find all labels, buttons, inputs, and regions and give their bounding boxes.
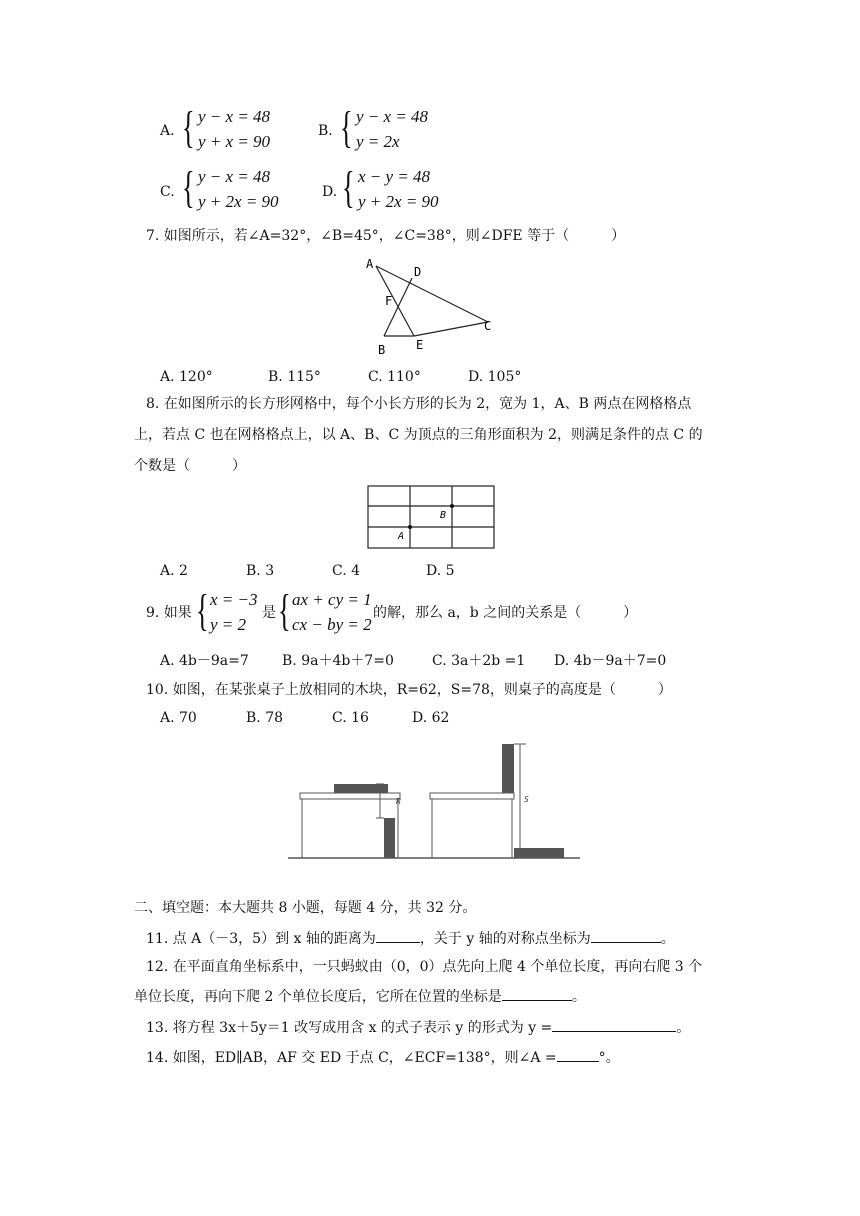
q7-label-a: A (366, 257, 374, 271)
q12-line1: 12. 在平面直角坐标系中，一只蚂蚁由（0，0）点先向上爬 4 个单位长度，再向右爬 3 个 (146, 959, 703, 975)
q9-sys1-eq2: y = 2 (210, 615, 247, 634)
q13-line (146, 1017, 690, 1038)
q10-option-a: A. 70 (160, 710, 197, 726)
q6-option-d-label: D. (322, 184, 338, 200)
q10-option-c: C. 16 (332, 710, 369, 726)
q10-option-b: B. 78 (246, 710, 284, 726)
q6-option-c-label: C. (160, 184, 175, 200)
q10-left-block-side (384, 818, 395, 858)
q7-label-c: C (484, 319, 492, 333)
q7-stem: 7. 如图所示，若∠A=32°，∠B=45°，∠C=38°，则∠DFE 等于（ ） (146, 228, 626, 244)
q10-table-figure (284, 738, 584, 864)
q6-option-a-system: { y − x = 48 y + x = 90 (182, 103, 271, 152)
q14-line (146, 1047, 620, 1068)
q8-option-a: A. 2 (160, 563, 188, 579)
q6-d-eq2: y + 2x = 90 (358, 192, 439, 211)
q6-option-b-system: { y − x = 48 y = 2x (340, 103, 429, 152)
q8-stem-line2: 上，若点 C 也在网格格点上，以 A、B、C 为顶点的三角形面积为 2，则满足条件的点 C 的 (134, 427, 703, 443)
q6-c-eq1: y − x = 48 (198, 167, 271, 186)
q10-right-block-top (502, 744, 514, 793)
q11-line (146, 928, 675, 949)
q8-grid-figure (366, 484, 498, 552)
q9-suffix: 的解，那么 a，b 之间的关系是（ ） (373, 605, 638, 621)
q6-a-eq1: y − x = 48 (198, 107, 271, 126)
q10-label-s: S (524, 795, 529, 804)
q9-prefix: 9. 如果 (146, 605, 192, 621)
q8-option-b: B. 3 (246, 563, 275, 579)
q14-text: 14. 如图，ED∥AB，AF 交 ED 于点 C，∠ECF=138°，则∠A = (146, 1050, 557, 1066)
q13-blank (552, 1017, 676, 1032)
q6-option-d-system: { x − y = 48 y + 2x = 90 (342, 163, 439, 212)
q11-blank-1 (376, 928, 420, 943)
q7-label-e: E (416, 338, 424, 352)
q8-point-a (408, 525, 412, 529)
q13-text: 13. 将方程 3x＋5y＝1 改写成用含 x 的式子表示 y 的形式为 y = (146, 1020, 553, 1036)
q6-option-c-system: { y − x = 48 y + 2x = 90 (182, 163, 279, 212)
q9-system-2: { ax + cy = 1 cx − by = 2 (278, 586, 372, 635)
q6-b-eq2: y = 2x (356, 132, 400, 151)
q9-mid: 是 (262, 605, 276, 621)
q12-line2-text: 单位长度，再向下爬 2 个单位长度后，它所在位置的坐标是 (134, 989, 502, 1005)
q7-triangle-figure (360, 252, 510, 360)
q12-end: 。 (571, 989, 586, 1005)
q10-option-d: D. 62 (412, 710, 450, 726)
q6-option-b-label: B. (318, 123, 333, 139)
q7-label-b: B (378, 343, 386, 357)
q6-option-a-label: A. (160, 123, 175, 139)
q10-label-r: R (396, 797, 401, 806)
q6-a-eq2: y + x = 90 (198, 132, 271, 151)
q9-option-c: C. 3a＋2b =1 (432, 653, 526, 669)
q6-b-eq1: y − x = 48 (356, 107, 429, 126)
q8-option-c: C. 4 (332, 563, 361, 579)
q11-part-a: 11. 点 A（－3，5）到 x 轴的距离为 (146, 931, 376, 947)
q8-stem-line1: 8. 在如图所示的长方形网格中，每个小长方形的长为 2，宽为 1，A、B 两点在网格格点 (146, 396, 692, 412)
q9-option-a: A. 4b－9a=7 (160, 653, 249, 669)
q9-sys1-eq1: x = −3 (210, 590, 258, 609)
q7-option-c: C. 110° (368, 369, 421, 385)
q14-blank (557, 1047, 599, 1062)
q8-label-a: A (398, 531, 405, 542)
q8-point-b (450, 504, 454, 508)
q7-label-d: D (414, 265, 422, 279)
q7-option-d: D. 105° (468, 369, 522, 385)
q11-part-c: 。 (660, 931, 675, 947)
q6-c-eq2: y + 2x = 90 (198, 192, 279, 211)
q13-end: 。 (676, 1020, 691, 1036)
q8-label-b: B (440, 510, 447, 521)
q9-sys2-eq1: ax + cy = 1 (292, 590, 372, 609)
q9-system-1: { x = −3 y = 2 (196, 586, 258, 635)
q11-blank-2 (591, 928, 661, 943)
q14-end: °。 (598, 1050, 620, 1066)
section2-heading: 二、填空题：本大题共 8 小题，每题 4 分，共 32 分。 (134, 900, 477, 916)
q7-option-a: A. 120° (160, 369, 213, 385)
q7-option-b: B. 115° (268, 369, 321, 385)
q6-d-eq1: x − y = 48 (358, 167, 431, 186)
q10-stem: 10. 如图，在某张桌子上放相同的木块，R=62，S=78，则桌子的高度是（ ） (146, 682, 672, 698)
q10-right-block-bottom (514, 848, 564, 858)
q9-option-b: B. 9a＋4b＋7=0 (282, 653, 394, 669)
q11-part-b: ，关于 y 轴的对称点坐标为 (419, 931, 591, 947)
q7-label-f: F (385, 294, 393, 308)
q9-option-d: D. 4b－9a＋7=0 (554, 653, 667, 669)
q12-blank (502, 986, 572, 1001)
q9-sys2-eq2: cx − by = 2 (292, 615, 372, 634)
q12-line2 (134, 986, 586, 1007)
q8-stem-line3: 个数是（ ） (134, 458, 246, 474)
q8-option-d: D. 5 (426, 563, 455, 579)
